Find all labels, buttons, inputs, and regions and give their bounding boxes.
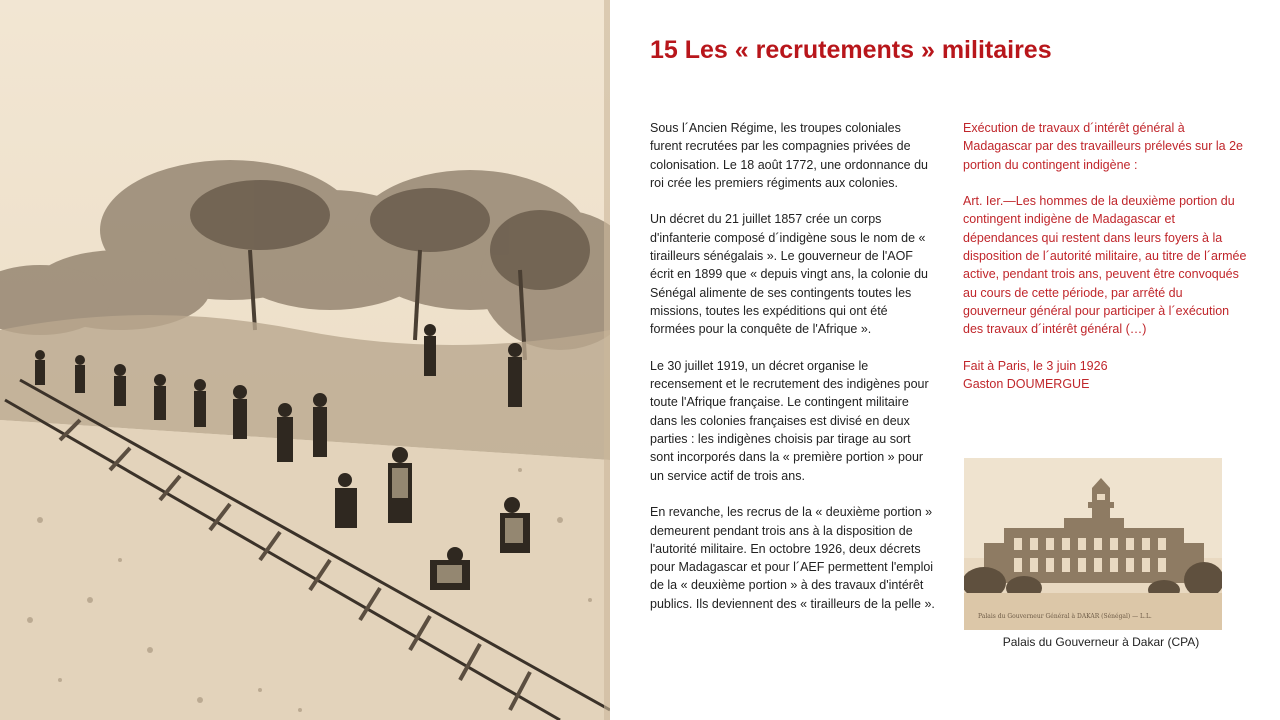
paragraph-deuxieme-portion: En revanche, les recrus de la « deuxième portion » demeurent pendant trois ans à la disposition de l'autorité militaire. En octobre 1926, deux décrets pour Madagascar et pour l´AEF permettent l'emploi de la « deuxième portion » à des travaux d'intérêt publics. Ils deviennent des « tirailleurs de la pelle ». [650, 505, 935, 611]
railway-workers-photo [0, 0, 610, 720]
main-text-column [650, 119, 935, 631]
postcard-caption: Palais du Gouverneur à Dakar (CPA) [1002, 635, 1200, 649]
decree-article: Art. Ier.—Les hommes de la deuxième portion du contingent indigène de Madagascar et dépendances qui restent dans leurs foyers à la disposition de l´autorité militaire, au titre de l´armée active, pendant trois ans, peuvent être convoqués au cours de cette période, par arrêté du gouverneur général pour participer à l´exécution des travaux d´intérêt général (…) [963, 194, 1247, 337]
paragraph-ancien-regime: Sous l´Ancien Régime, les troupes coloniales furent recrutées par les compagnies privées de colonisation. Le 18 août 1772, une ordonnance du roi crée les premiers régiments aux colonies. [650, 121, 929, 190]
postcard-inscription: Palais du Gouverneur Général à DAKAR (Sénégal) — L.L. [978, 613, 1152, 620]
page-title: 15 Les « recrutements » militaires [650, 36, 1052, 64]
paragraph-decret-1919: Le 30 juillet 1919, un décret organise le recensement et le recrutement des indigènes pour toute l'Afrique française. Le contingent militaire dans les colonies françaises est divisé en deux parties : les indigènes choisis par tirage au sort sont incorporés dans la « première portion » pour un service actif de trois ans. [650, 358, 929, 483]
decree-intro: Exécution de travaux d´intérêt général à Madagascar par des travailleurs prélevés sur la 2e portion du contingent indigène : [963, 121, 1243, 172]
signature-date: Fait à Paris, le 3 juin 1926 [963, 358, 1108, 373]
signature-name: Gaston DOUMERGUE [963, 377, 1090, 392]
decree-text-column [963, 119, 1248, 393]
decree-signature [963, 357, 1248, 394]
dakar-palace-postcard [964, 458, 1222, 630]
paragraph-decret-1857: Un décret du 21 juillet 1857 crée un corps d'infanterie composé d´indigène sous le nom de « tirailleurs sénégalais ». Le gouverneur de l'AOF écrit en 1899 que « depuis vingt ans, la colonie du Sénégal alimente de ses contingents toutes les missions, toutes les expéditions qui ont été formées pour la conquête de l'Afrique ». [650, 212, 928, 337]
